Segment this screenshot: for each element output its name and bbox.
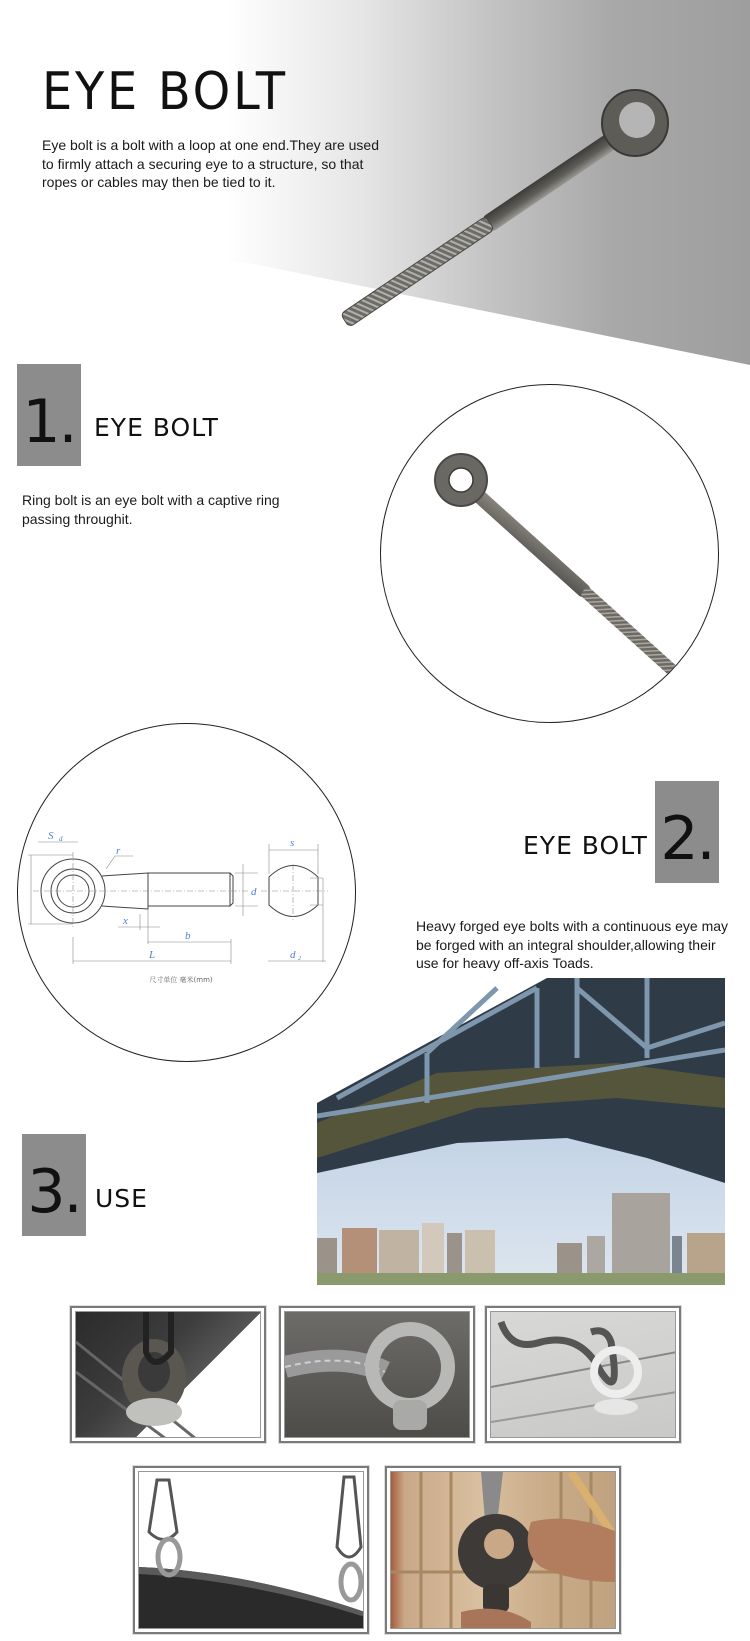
- eye-bolt-technical-drawing: [18, 724, 356, 1062]
- eye-nut-on-rail-with-hook: [76, 1312, 261, 1438]
- dim-label-d2-sub: 2: [298, 956, 301, 962]
- section-1-title: EYE BOLT: [94, 413, 219, 442]
- eye-bolt-product-photo: [290, 80, 710, 360]
- dim-label-s: s: [290, 837, 295, 849]
- dim-label-L: L: [149, 949, 156, 961]
- section-3-number: 3.: [27, 1157, 81, 1227]
- dim-label-d: d: [251, 886, 257, 898]
- dim-label-x: x: [123, 915, 128, 927]
- steel-bridge-truss-city-skyline: [317, 978, 725, 1285]
- dim-label-S-sub: d: [59, 835, 63, 843]
- dim-label-b: b: [185, 930, 191, 942]
- eye-bolt-photo-circle: [381, 385, 719, 723]
- section-3-number-box: [22, 1134, 86, 1236]
- eye-bolt-with-s-hook: [491, 1312, 676, 1438]
- section-1-photo-circle: [380, 384, 719, 723]
- page-title: EYE BOLT: [42, 62, 288, 122]
- section-1-number: 1.: [22, 387, 76, 457]
- section-2-description: Heavy forged eye bolts with a continuous eye may be forged with an integral shoulder,allowing their use for heavy off-axis Toads.: [416, 918, 729, 971]
- section-2-number-box: [655, 781, 719, 883]
- section-2-number: 2.: [660, 804, 714, 874]
- section-1-number-box: [17, 364, 81, 466]
- section-3-title: USE: [95, 1184, 148, 1213]
- dim-label-S: S: [48, 830, 54, 842]
- section-1-description: Ring bolt is an eye bolt with a captive ring passing throughit.: [22, 492, 280, 527]
- technical-drawing-circle: [17, 723, 356, 1062]
- use-photo-3: [485, 1306, 681, 1443]
- section-2-title: EYE BOLT: [523, 831, 648, 860]
- dim-label-r: r: [116, 845, 121, 857]
- use-photo-1: [70, 1306, 266, 1443]
- use-photo-5: [385, 1466, 621, 1634]
- eye-bolts-with-snap-hooks-on-punching-bag: [139, 1472, 364, 1629]
- drawing-caption: 尺寸单位 毫米(mm): [149, 976, 213, 984]
- use-photo-2: [279, 1306, 475, 1443]
- forged-eye-nut-held-by-hand: [391, 1472, 616, 1629]
- eye-bolt-with-wire-rope: [285, 1312, 470, 1438]
- dim-label-d2: d: [290, 949, 296, 961]
- hero-description: Eye bolt is a bolt with a loop at one end.They are used to firmly attach a securing eye to a structure, so that ropes or cables may then be tied to it.: [42, 137, 379, 190]
- use-photo-4: [133, 1466, 369, 1634]
